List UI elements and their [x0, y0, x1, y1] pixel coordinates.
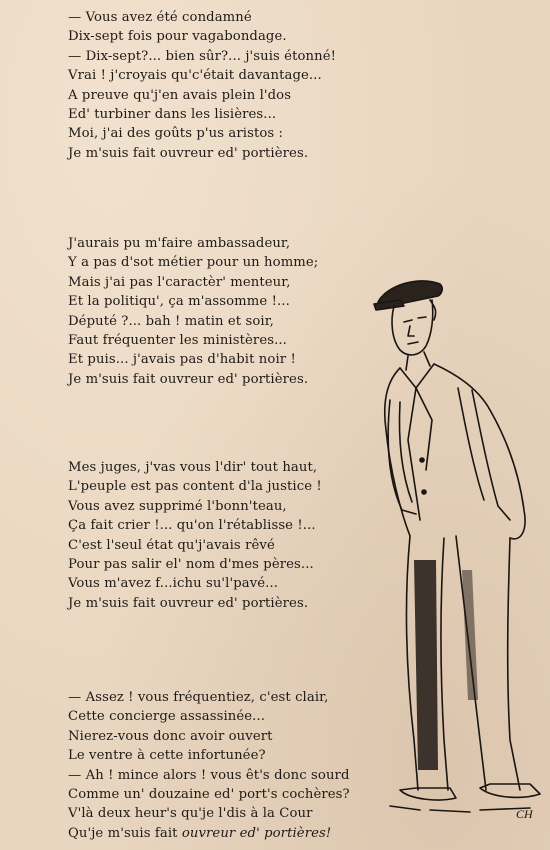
stanza-1 [68, 8, 368, 163]
verse-line: Mais j'ai pas l'caractèr' menteur, [68, 274, 291, 290]
illustration-svg [360, 270, 550, 830]
stanza-3 [68, 458, 368, 613]
verse-line: L'peuple est pas content d'la justice ! [68, 479, 322, 495]
verse-line: Et puis... j'avais pas d'habit noir ! [68, 352, 296, 368]
refrain-emphasis: ouvreur ed' portières! [181, 825, 332, 841]
verse-line: Nierez-vous donc avoir ouvert [68, 728, 273, 744]
verse-line: Pour pas salir el' nom d'mes pères... [68, 557, 314, 573]
verse-line: A preuve qu'j'en avais plein l'dos [68, 87, 292, 103]
verse-line: C'est l'seul état qu'j'avais rêvé [68, 537, 275, 553]
verse-line: — Dix-sept?... bien sûr?... j'suis étonné! [68, 48, 337, 64]
verse-line: Mes juges, j'vas vous l'dir' tout haut, [68, 460, 318, 475]
stanza-4 [68, 688, 368, 843]
verse-line: Dix-sept fois pour vagabondage. [68, 29, 287, 45]
refrain-line [68, 824, 368, 843]
verse-line: — Assez ! vous fréquentiez, c'est clair, [68, 690, 329, 705]
verse-line: Faut fréquenter les ministères... [68, 333, 287, 349]
verse-line: Et la politiqu', ça m'assomme !... [68, 294, 290, 310]
verse-line: — Ah ! mince alors ! vous êt's donc sourd [68, 767, 350, 783]
verse-line: Y a pas d'sot métier pour un homme; [68, 255, 319, 271]
refrain-line: Je m'suis fait ouvreur ed' portières. [68, 371, 309, 387]
artist-signature: CH [516, 807, 533, 821]
verse-line: Moi, j'ai des goûts p'us aristos : [68, 126, 284, 142]
refrain-prefix: Qu'je m'suis fait [68, 825, 182, 841]
verse-line: J'aurais pu m'faire ambassadeur, [68, 236, 291, 251]
verse-line: Vous avez supprimé l'bonn'teau, [68, 498, 287, 514]
verse-line: Vous m'avez f...ichu su'l'pavé... [68, 576, 279, 592]
stanza-2 [68, 234, 368, 389]
verse-line: Vrai ! j'croyais qu'c'était davantage... [68, 68, 322, 84]
verse-line: Le ventre à cette infortunée? [68, 748, 266, 764]
standing-man-sketch-icon [360, 270, 550, 830]
verse-line: Député ?... bah ! matin et soir, [68, 313, 274, 329]
verse-line: Ed' turbiner dans les lisières... [68, 107, 277, 123]
verse-line: Ça fait crier !... qu'on l'rétablisse !... [68, 518, 316, 534]
verse-line: — Vous avez été condamné [68, 10, 252, 25]
verse-line: Comme un' douzaine ed' port's cochères? [68, 787, 350, 803]
verse-line: Cette concierge assassinée... [68, 709, 266, 725]
refrain-line: Je m'suis fait ouvreur ed' portières. [68, 595, 309, 611]
verse-line: V'là deux heur's qu'je l'dis à la Cour [68, 806, 313, 822]
refrain-line: Je m'suis fait ouvreur ed' portières. [68, 145, 309, 161]
